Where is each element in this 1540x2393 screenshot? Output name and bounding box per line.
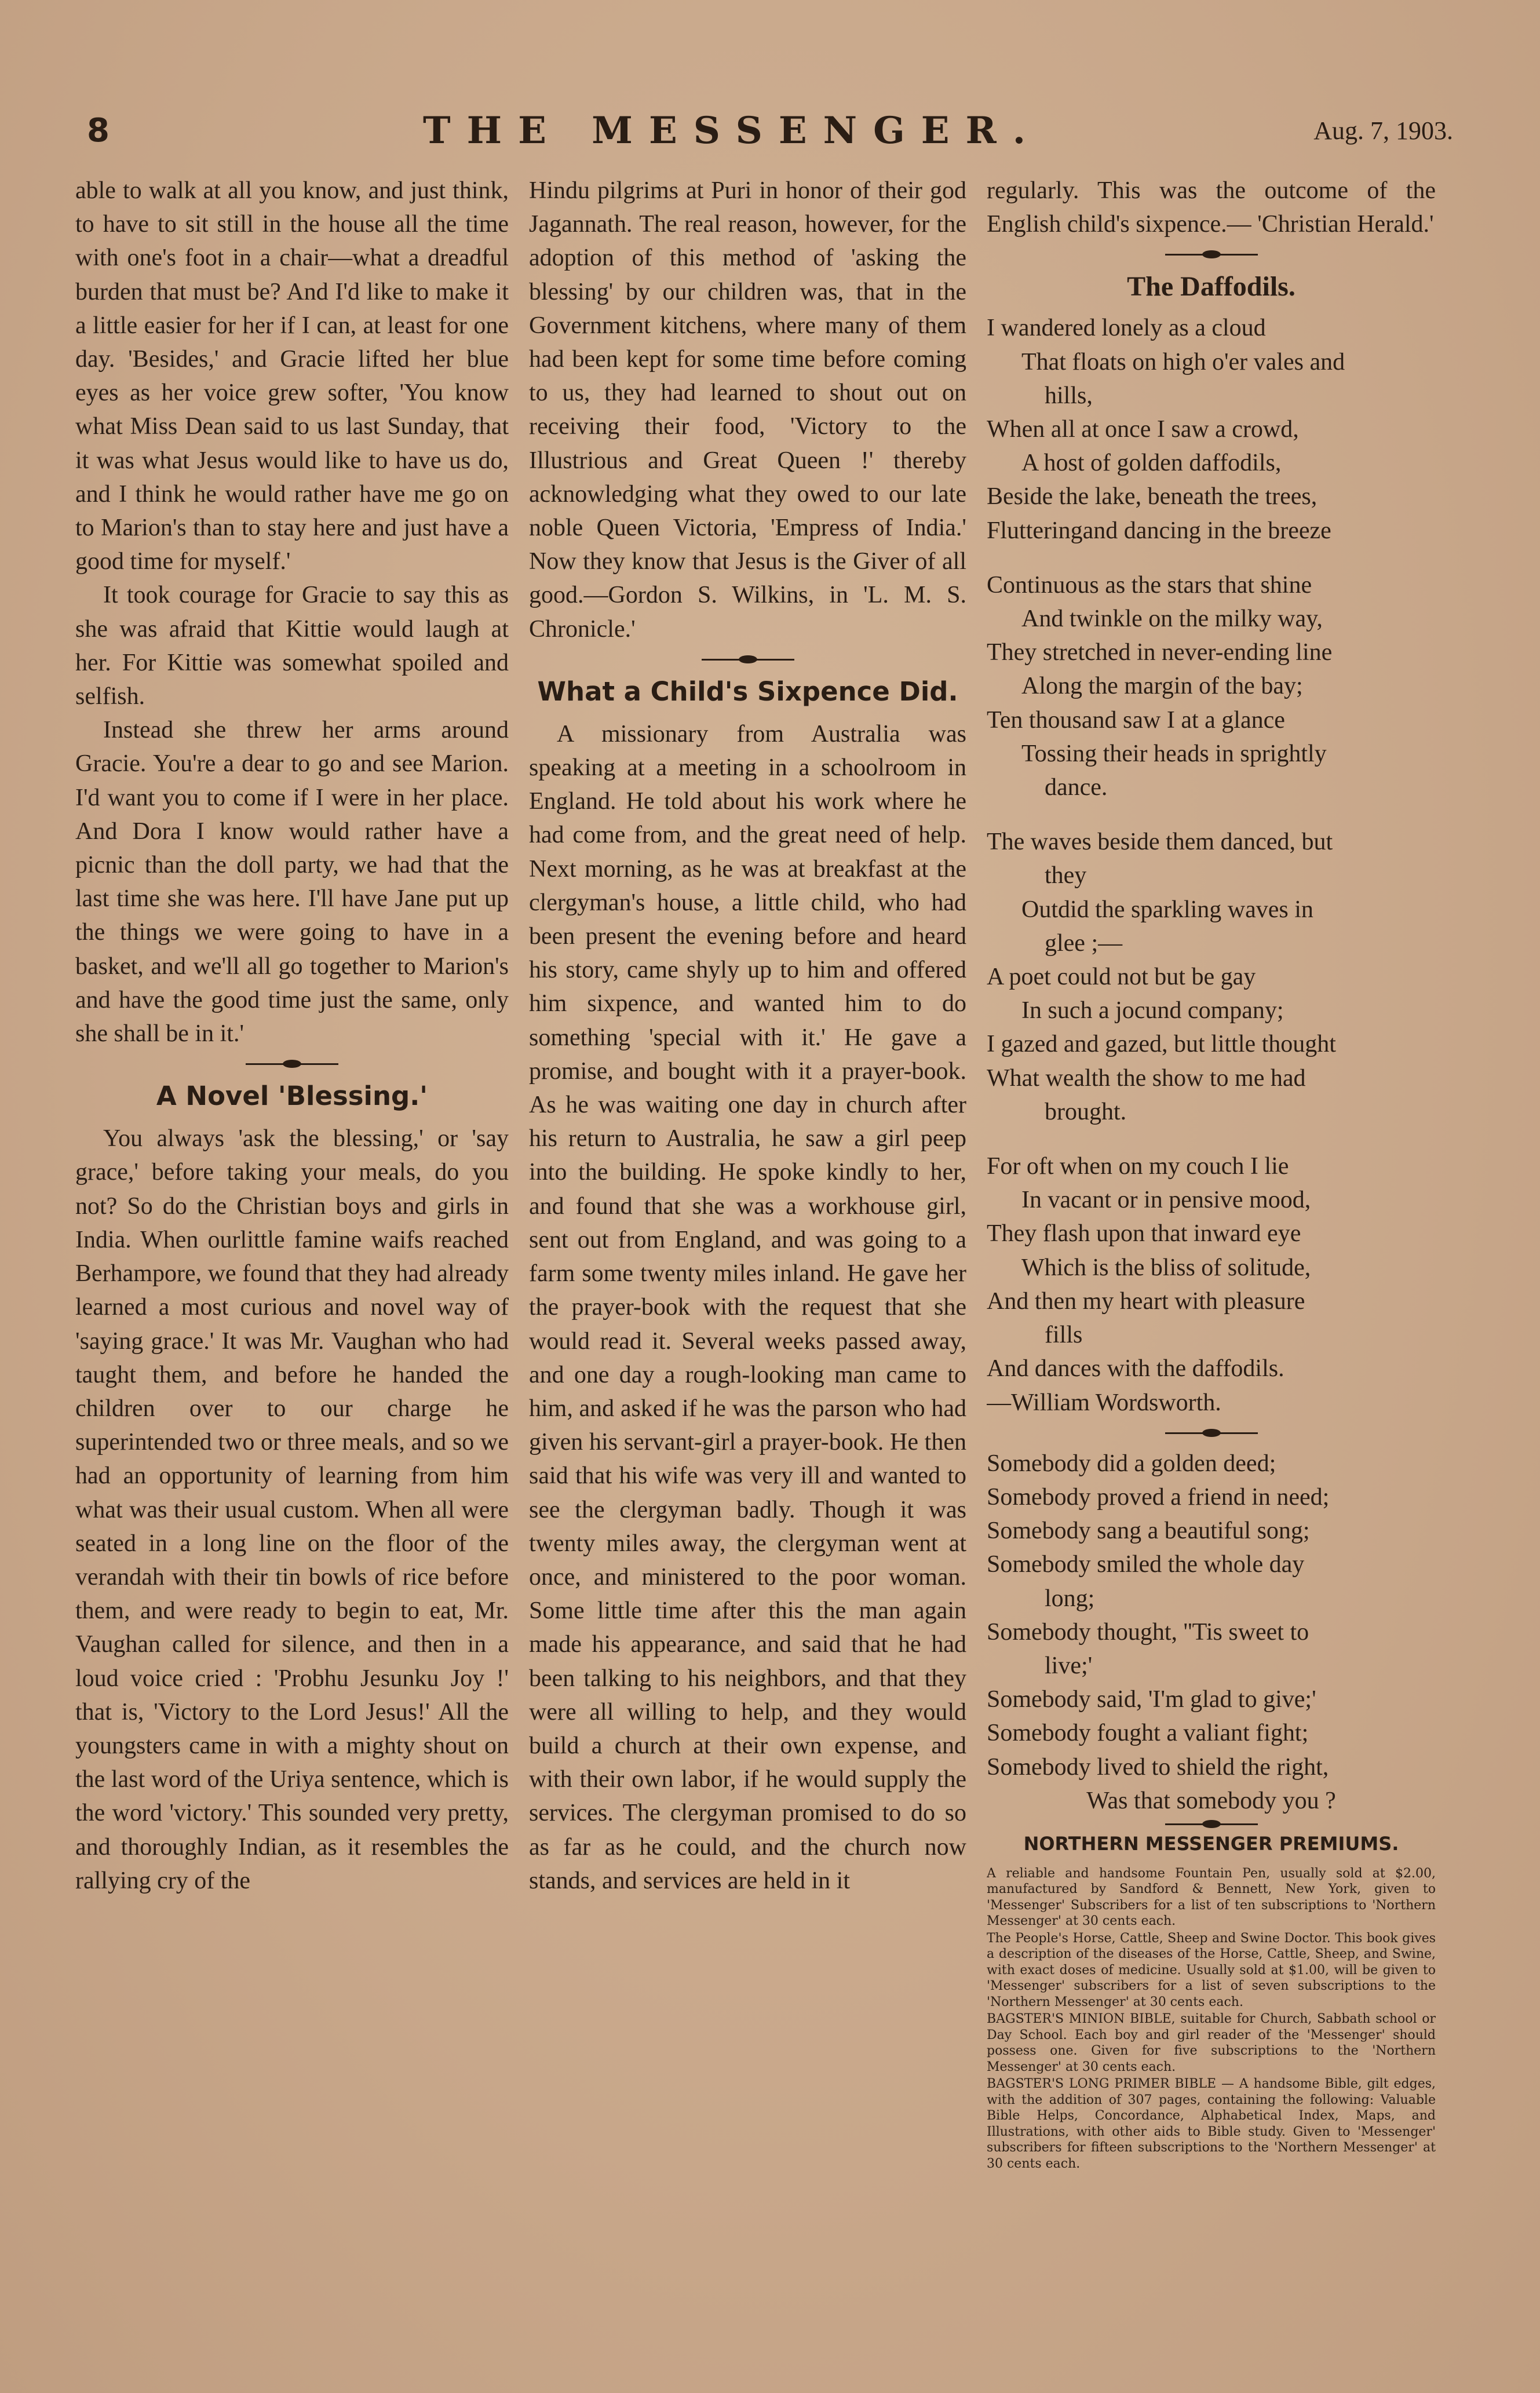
poem-line: I gazed and gazed, but little thought bbox=[987, 1031, 1336, 1058]
poem-line: Flutteringand dancing in the breeze bbox=[987, 517, 1331, 544]
premiums-list bbox=[987, 1866, 1436, 2172]
masthead bbox=[87, 99, 1453, 162]
section-divider bbox=[1165, 1432, 1258, 1434]
poem-line: Ten thousand saw I at a glance bbox=[987, 706, 1285, 734]
poem-line: fills bbox=[1045, 1322, 1083, 1349]
poem-line: Somebody smiled the whole day bbox=[987, 1551, 1305, 1578]
poem-line: Continuous as the stars that shine bbox=[987, 571, 1312, 599]
poem-attribution: —William Wordsworth. bbox=[987, 1389, 1221, 1416]
page-number: 8 bbox=[87, 111, 110, 149]
poem-line: dance. bbox=[1045, 774, 1108, 801]
poem-title-daffodils: The Daffodils. bbox=[1127, 271, 1296, 302]
poem-line: Outdid the sparkling waves in bbox=[1021, 896, 1313, 923]
article-continuation-paragraph: regularly. This was the outcome of the English child's sixpence.— 'Christian Herald.' bbox=[987, 177, 1436, 238]
poem-line: That floats on high o'er vales and bbox=[1021, 348, 1345, 375]
poem-line: Somebody said, 'I'm glad to give;' bbox=[987, 1686, 1316, 1713]
column-3 bbox=[987, 174, 1436, 2312]
poem-line: For oft when on my couch I lie bbox=[987, 1153, 1289, 1180]
poem-line: live;' bbox=[1045, 1652, 1093, 1679]
poem-line: And then my heart with pleasure bbox=[987, 1287, 1305, 1315]
poem-line: A host of golden daffodils, bbox=[1021, 450, 1282, 477]
poem-line: long; bbox=[1045, 1585, 1095, 1612]
poem-line: What wealth the show to me had bbox=[987, 1064, 1306, 1092]
poem-line: brought. bbox=[1045, 1098, 1127, 1125]
poem-line: Somebody thought, ''Tis sweet to bbox=[987, 1618, 1309, 1646]
poem-line: Somebody proved a friend in need; bbox=[987, 1483, 1330, 1511]
poem-line: Was that somebody you ? bbox=[1086, 1787, 1336, 1814]
article-paragraph: A missionary from Australia was speaking at a meeting in a schoolroom in England. He told about his work where he had come from, and the great need of help. Next morning, as he was at breakfast at the clergyman's house, a little child, who had been present the evening before and heard his story, came shyly up to him and offered him sixpence, and wanted him to do something 'special with it.' He gave a promise, and bought with it a prayer-book. As he was waiting one day in church after his return to Australia, he saw a girl peep into the building. He spoke kindly to her, and found that she was a workhouse girl, sent out from England, and was going to a farm some twenty miles inland. He gave her the prayer-book with the request that she would read it. Several weeks passed away, and one day a rough-looking man came to him, and asked if he was the parson who had given his servant-girl a prayer-book. He then said that his wife was very ill and wanted to see the clergyman badly. Though it was twenty miles away, the clergyman went at once, and ministered to the poor woman. Some little time after this the man again made his appearance, and said that he had been talking to his neighbors, and that they were all willing to help, and they would build a church at their own expense, and with their own labor, if he would supply the services. The clergyman promised to do so as far as he could, and the church now stands, and services are held in it bbox=[529, 720, 966, 1894]
poem-line: Which is the bliss of solitude, bbox=[1021, 1254, 1311, 1281]
premium-item: The People's Horse, Cattle, Sheep and Swine Doctor. This book gives a description of the diseases of the Horse, Cattle, Sheep, and Swine, with exact doses of medicine. Usually sold at $1.00, will be given to 'Messenger' subscribers for a list of seven subscriptions to the 'Northern Messenger' at 30 cents each. bbox=[987, 1931, 1436, 2009]
newspaper-title: THE MESSENGER. bbox=[423, 108, 1042, 152]
section-divider bbox=[1165, 1823, 1258, 1825]
poem-stanza-3 bbox=[987, 825, 1436, 1129]
premiums-heading: NORTHERN MESSENGER PREMIUMS. bbox=[1023, 1832, 1399, 1855]
story-continuation-paragraph: able to walk at all you know, and just think, to have to sit still in the house all the time with one's foot in a chair—what a dreadful burden that must be? And I'd like to make it a little easier for her if I can, at least for one day. 'Besides,' and Gracie lifted her blue eyes as her voice grew softer, 'You know what Miss Dean said to us last Sunday, that it was what Jesus would like to have us do, and I think he would rather have me go on to Marion's than to stay here and just have a good time for myself.' bbox=[75, 177, 509, 575]
poem-line: Along the margin of the bay; bbox=[1021, 673, 1303, 700]
section-divider bbox=[246, 1063, 338, 1065]
story-paragraph: It took courage for Gracie to say this as she was afraid that Kittie would laugh at her. For Kittie was somewhat spoiled and selfish. bbox=[75, 582, 509, 710]
poem-line: Somebody lived to shield the right, bbox=[987, 1753, 1329, 1781]
poem-line: And twinkle on the milky way, bbox=[1021, 605, 1323, 633]
poem-line: Somebody fought a valiant fight; bbox=[987, 1720, 1309, 1747]
section-divider bbox=[1165, 254, 1258, 256]
poem-line: Beside the lake, beneath the trees, bbox=[987, 483, 1318, 510]
issue-date: Aug. 7, 1903. bbox=[1313, 116, 1453, 145]
poem-line: And dances with the daffodils. bbox=[987, 1355, 1284, 1382]
poem-stanza-4 bbox=[987, 1150, 1436, 1420]
poem-line: In vacant or in pensive mood, bbox=[1021, 1187, 1311, 1214]
poem-line: Tossing their heads in sprightly bbox=[1021, 740, 1327, 767]
poem-line: hills, bbox=[1045, 382, 1093, 409]
poem-line: they bbox=[1045, 862, 1087, 889]
poem-somebody bbox=[987, 1447, 1436, 1818]
poem-line: In such a jocund company; bbox=[1021, 997, 1284, 1024]
poem-line: Somebody did a golden deed; bbox=[987, 1450, 1276, 1477]
poem-line: A poet could not but be gay bbox=[987, 964, 1256, 991]
poem-line: They flash upon that inward eye bbox=[987, 1220, 1301, 1247]
poem-line: They stretched in never-ending line bbox=[987, 639, 1333, 666]
poem-line: glee ;— bbox=[1045, 929, 1123, 957]
section-divider bbox=[702, 659, 794, 661]
poem-line: The waves beside them danced, but bbox=[987, 829, 1333, 856]
premium-item: A reliable and handsome Fountain Pen, usually sold at $2.00, manufactured by Sandford & Bennett, New York, given to 'Messenger' Subscribers for a list of ten subscriptions to 'Northern Messenger' at 30 cents each. bbox=[987, 1866, 1436, 1929]
column-1 bbox=[75, 174, 509, 2312]
poem-stanza-2 bbox=[987, 568, 1436, 804]
poem-line: When all at once I saw a crowd, bbox=[987, 416, 1299, 443]
poem-line: Somebody sang a beautiful song; bbox=[987, 1517, 1310, 1545]
poem-stanza-1 bbox=[987, 311, 1436, 547]
article-heading-childs-sixpence: What a Child's Sixpence Did. bbox=[537, 676, 958, 707]
article-heading-novel-blessing: A Novel 'Blessing.' bbox=[156, 1081, 428, 1112]
column-2 bbox=[529, 174, 966, 2312]
article-paragraph: You always 'ask the blessing,' or 'say grace,' before taking your meals, do you not? So do the Christian boys and girls in India. When ourlittle famine waifs reached Berhampore, we found that they had already learned a most curious and novel way of 'saying grace.' It was Mr. Vaughan who had taught them, and before he handed the children over to our charge he superintended two or three meals, and so we had an opportunity of learning from him what was their usual custom. When all were seated in a long line on the floor of the verandah with their tin bowls of rice before them, and were ready to begin to eat, Mr. Vaughan called for silence, and then in a loud voice cried : 'Probhu Jesunku Joy !' that is, 'Victory to the Lord Jesus!' All the youngsters came in with a mighty shout on the last word of the Uriya sentence, which is the word 'victory.' This sounded very pretty, and thoroughly Indian, as it resembles the rallying cry of the bbox=[75, 1125, 509, 1894]
poem-line: I wandered lonely as a cloud bbox=[987, 315, 1266, 342]
story-paragraph: Instead she threw her arms around Gracie. You're a dear to go and see Marion. I'd want you to come if I were in her place. And Dora I know would rather have a picnic than the doll party, we had that the last time she was here. I'll have Jane put up the things we were going to have in a basket, and we'll all go together to Marion's and have the good time just the same, only she shall be in it.' bbox=[75, 717, 509, 1048]
article-continuation-paragraph: Hindu pilgrims at Puri in honor of their god Jagannath. The real reason, however, for the adoption of this method of 'asking the blessing' by our children was, that in the Government kitchens, where many of them had been kept for some time before coming to us, they had learned to shout out on receiving their food, 'Victory to the Illustrious and Great Queen !' thereby acknowledging what they owed to our late noble Queen Victoria, 'Empress of India.' Now they know that Jesus is the Giver of all good.—Gordon S. Wilkins, in 'L. M. S. Chronicle.' bbox=[529, 177, 966, 643]
premium-item: BAGSTER'S MINION BIBLE, suitable for Church, Sabbath school or Day School. Each boy and girl reader of the 'Messenger' should possess one. Given for five subscriptions to the 'Northern Messenger' at 30 cents each. bbox=[987, 2012, 1436, 2074]
premium-item: BAGSTER'S LONG PRIMER BIBLE — A handsome Bible, gilt edges, with the addition of 307 pages, containing the following: Valuable Bible Helps, Concordance, Alphabetical Index, Maps, and Illustrations, with other aids to Bible study. Given to 'Messenger' subscribers for fifteen subscriptions to the 'Northern Messenger' at 30 cents each. bbox=[987, 2077, 1436, 2171]
